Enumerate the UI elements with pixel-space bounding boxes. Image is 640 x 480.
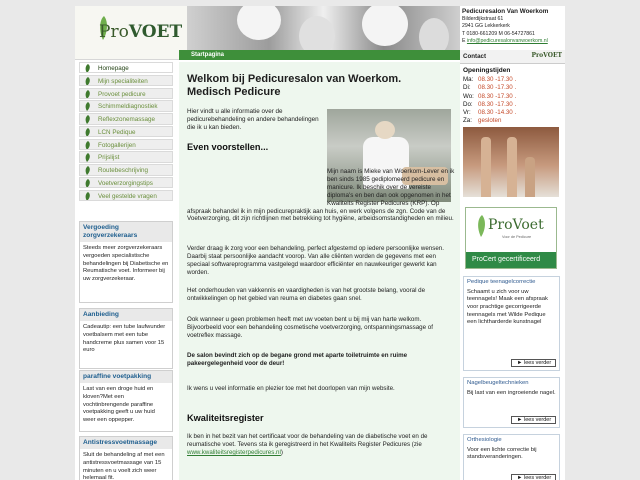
box-title: Vergoeding zorgverzekeraars [80,222,172,242]
teenagelcorrectie-box [463,276,560,371]
lees-verder-button[interactable]: ► lees verder [511,359,556,367]
email-label: E [462,38,466,44]
street: Bilderdijkstraat 61 [462,15,504,22]
foot-icon [84,102,92,111]
hours-row: Di: 08.30 -17.30 . [463,84,517,92]
hours-row: Ma: 08.30 -17.30 . [463,76,517,83]
procert-badge[interactable] [465,207,557,269]
phone: T 0180-661209 M 06-54727861 [462,30,535,37]
box-text: Steeds meer zorgverzekeraars vergoeden specialistische behandelingen bij Diabetische en Reumatische voet. Informeer bij uw zorgverzekeraar. [83,245,169,283]
orthesiologie-box [463,434,560,480]
foot-icon [84,128,92,137]
cert-label: ProCert gecertificeerd [466,252,556,268]
salon-paragraph: De salon bevindt zich op de begane grond met aparte toiletruimte en ruime pakeergelegenheid voor de deur! [187,352,408,367]
logo[interactable] [75,6,187,60]
vergoeding-box [79,221,173,303]
sidebar-nav [79,62,173,203]
foot-logo-icon [476,214,488,238]
intro-paragraph: Mijn naam is Mieke van Woerkom-Lever en ik ben sinds 1985 gediplomeerd pedicure en manicure. Ik beschik over de vereiste diploma's en ben dan ook opgenomen in het Kwaliteits Register Pedicures (KRP). Op afspraak behandel ik in mijn pedicurepraktijk aan huis, en werk volgens de zgn. Code van de Voetverzorging, dit zijn richtlijnen met betrekking tot hygiëne, arbeidsomstandigheden en milieu. [187,168,455,223]
section-title-voorstellen: Even voorstellen... [187,142,269,152]
foot-icon [84,192,92,201]
city: 2941 GG Lekkerkerk [462,23,510,29]
breadcrumb[interactable]: Startpagina [179,50,460,60]
care-paragraph: Verder draag ik zorg voor een behandeling, perfect afgestemd op iedere persoonlijke wensen. Daarbij staat persoonlijke aandacht voorop. Van alle cliënten worden de gegevens met een speciaal softwareprogramma vastgelegd waardoor efficiënter en nauwkeuriger gewerkt kan worden. [187,245,444,276]
box-title: Pedique teenagelcorrectie [467,279,536,285]
foot-icon [84,141,92,150]
nav-item-veel-gestelde-vragen[interactable]: Veel gestelde vragen [79,190,173,201]
page-title: Welkom bij Pedicuresalon van Woerkom. Medisch Pedicure [187,73,402,98]
contact-title: Contact [463,53,487,60]
nav-item-provoet-pedicure[interactable]: Provoet pedicure [79,88,173,99]
hours-row: Wo: 08.30 -17.30 . [463,92,517,100]
box-title: Antistressvoetmassage [80,437,172,449]
foot-icon [84,90,92,99]
hours-row: Za: gesloten [463,117,502,125]
foot-icon [84,64,92,73]
closing-paragraph: Ik wens u veel informatie en plezier toe met het doorlopen van mijn website. [187,385,395,392]
nav-item-prijslijst[interactable]: Prijslijst [79,151,173,162]
nav-item-specialiteiten[interactable]: Mijn specialiteiten [79,75,173,86]
welcome-paragraph: Ook wanneer u geen problemen heeft met uw voeten bent u bij mij van harte welkom. Bijvoorbeeld voor een behandeling cosmetische voetverzorging, ontspanningsmassage of voetreflex massage. [187,316,433,339]
box-text: Last van een droge huid en kloven?Met een vochtinbrengende paraffine voetpakking geeft u uw huid weer een oppepper. [83,386,155,424]
nav-item-lcn-pedique[interactable]: LCN Pedique [79,126,173,137]
register-link[interactable]: www.kwaliteitsregisterpedicures.nl [187,448,281,456]
page [75,6,565,480]
logo-pro: Pro [99,22,129,42]
box-text: Bij last van een ingroeiende nagel. [467,389,556,396]
foot-icon [84,179,92,188]
foot-icon [84,77,92,86]
box-title: Orthesiologie [467,437,502,443]
hours-row: Vr: 08.30 -14.30 . [463,109,517,117]
address-block [460,6,565,52]
nav-item-fotogallerijen[interactable]: Fotogallerijen [79,139,173,150]
nav-item-homepage[interactable]: Homepage [79,62,173,73]
box-text: Voor een lichte correctie bij standsveranderingen. [467,446,537,461]
box-title: Nagelbeugeltechnieken [467,380,529,386]
cert-sub: Voor de Pedicure [502,235,532,239]
register-paragraph: Ik ben in het bezit van het certificaat voor de behandeling van de diabetische voet en de reumatische voet. Tevens sta ik geregistreerd in het Kwaliteits Register Pedicures (zie www.kwaliteitsregisterpedicures.nl) [187,433,428,456]
business-name: Pedicuresalon Van Woerkom [462,8,549,15]
main-content [179,62,460,480]
box-title: paraffine voetpakking [80,371,172,383]
header-photo [187,6,460,52]
paraffine-box [79,370,173,432]
foot-icon [84,166,92,175]
box-text: Cadeautip: een tube laufwunder voetbalsem met een tube handcreme plus samen voor 15 euro [83,324,166,354]
section-title-kwaliteitsregister: Kwaliteitsregister [187,413,264,423]
nav-item-voetverzorgingstips[interactable]: Voetverzorgingstips [79,177,173,188]
email-link[interactable]: info@pedicuresalonvanwoerkom.nl [466,38,548,44]
logo-voet: VOET [128,22,183,42]
opening-hours [463,76,516,126]
nav-item-reflexzonemassage[interactable]: Reflexzonemassage [79,113,173,124]
lees-verder-button[interactable]: ► lees verder [511,474,556,480]
knowledge-paragraph: Het onderhouden van vakkennis en vaardigheden is van het grootste belang, vooral de ontwikkelingen op het gebied van reuma en diabetes gaan snel. [187,287,426,302]
nagelbeugel-box [463,377,560,428]
foot-icon [84,115,92,124]
contact-logo: ProVOET [531,52,562,59]
feet-photo [463,127,559,197]
antistress-box [79,436,173,480]
cert-logo: ProVoet [488,217,544,233]
contact-header [460,50,565,64]
box-text: Sluit de behandeling af met een antistressvoetmassage van 15 minuten en u voelt zich weer helemaal fit. [83,452,165,480]
aanbieding-box [79,308,173,369]
box-title: Aanbieding [80,309,172,321]
intro-text: Hier vindt u alle informatie over de pedicurebehandeling en andere behandelingen die ik u kan bieden. [187,108,319,131]
nav-item-schimmeldiagnostiek[interactable]: Schimmeldiagnostiek [79,100,173,111]
hours-row: Do: 08.30 -17.30 . [463,100,517,108]
foot-icon [84,153,92,162]
nav-item-routebeschrijving[interactable]: Routebeschrijving [79,164,173,175]
hours-title: Openingstijden [463,67,511,74]
box-text: Schaamt u zich voor uw teennagels! Maak een afspraak voor prachtige gecorrigeerde teennagels met Wilde Pedique een lichtharderde kunstnagel [467,288,548,326]
lees-verder-button[interactable]: ► lees verder [511,416,556,424]
